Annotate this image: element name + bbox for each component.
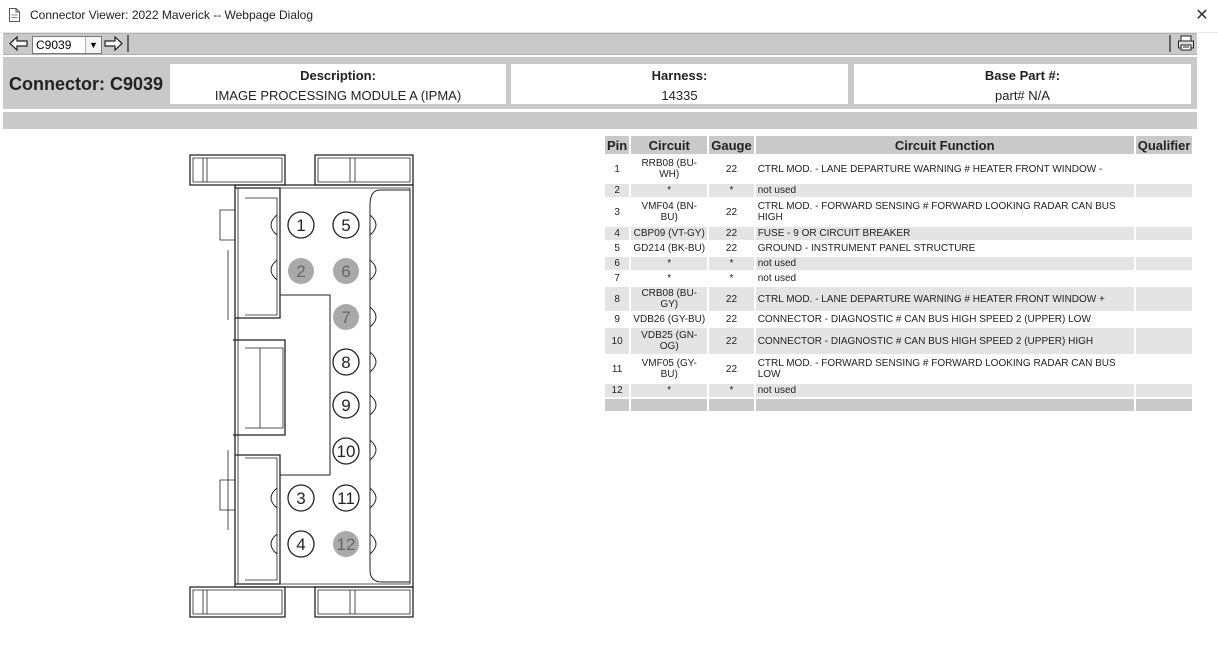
- pin-cell: 2: [605, 184, 629, 197]
- gauge-cell: *: [709, 384, 753, 397]
- pin-label: 6: [341, 262, 351, 281]
- qualifier-cell: [1136, 199, 1193, 225]
- pin-11: [333, 485, 359, 511]
- pin-label: 4: [296, 535, 306, 554]
- table-footer-row: [605, 399, 1192, 411]
- pin-7: [333, 304, 359, 330]
- pin-label: 8: [341, 353, 351, 372]
- circuit-cell: VDB25 (GN-OG): [631, 328, 707, 354]
- pin-2: [288, 258, 314, 284]
- function-cell: not used: [756, 184, 1134, 197]
- harness-value: 14335: [661, 88, 698, 103]
- qualifier-cell: [1136, 257, 1193, 270]
- qualifier-cell: [1136, 242, 1193, 255]
- close-icon[interactable]: ✕: [1195, 7, 1209, 24]
- chevron-down-icon[interactable]: ▼: [85, 37, 101, 53]
- description-label: Description:: [300, 68, 376, 83]
- gauge-cell: 22: [709, 287, 753, 311]
- back-arrow-icon[interactable]: [9, 35, 29, 52]
- qualifier-cell: [1136, 272, 1193, 285]
- window-titlebar: [0, 0, 1218, 33]
- table-row: [605, 242, 1192, 255]
- qualifier-cell: [1136, 313, 1193, 326]
- pin-cell: 4: [605, 227, 629, 240]
- function-cell: CTRL MOD. - LANE DEPARTURE WARNING # HEATER FRONT WINDOW -: [757, 163, 1103, 175]
- gauge-cell: 22: [725, 206, 738, 218]
- pin-8: [333, 349, 359, 375]
- circuit-cell: *: [631, 184, 707, 197]
- footer-cell: [605, 399, 629, 411]
- pin-label: 2: [296, 262, 306, 281]
- column-header-pin: Pin: [607, 137, 628, 153]
- pin-5: [333, 212, 359, 238]
- table-row: [605, 384, 1192, 397]
- circuit-cell: VMF05 (GY-BU): [641, 358, 697, 380]
- gauge-cell: 22: [725, 314, 738, 325]
- column-header-gauge: Gauge: [711, 137, 752, 153]
- connector-header: [3, 57, 1197, 109]
- qualifier-cell: [1136, 356, 1193, 382]
- footer-cell: [709, 399, 753, 411]
- table-row: [605, 356, 1192, 382]
- pin-cell: 1: [614, 163, 620, 175]
- pin-cell: 7: [614, 273, 620, 284]
- circuit-cell: *: [667, 273, 672, 284]
- pin-6: [333, 258, 359, 284]
- function-cell: CTRL MOD. - FORWARD SENSING # FORWARD LOOKING RADAR CAN BUS HIGH: [757, 201, 1116, 223]
- pin-9: [333, 392, 359, 418]
- pin-cell: 10: [605, 328, 629, 354]
- gauge-cell: 22: [709, 227, 753, 240]
- table-row: [605, 199, 1192, 225]
- gauge-cell: 22: [709, 328, 753, 354]
- pin-label: 7: [341, 308, 351, 327]
- base-part-value: part# N/A: [995, 88, 1050, 103]
- pin-label: 3: [296, 489, 306, 508]
- footer-cell: [756, 399, 1134, 411]
- pin-cell: 11: [611, 363, 623, 375]
- function-cell: CONNECTOR - DIAGNOSTIC # CAN BUS HIGH SPEED 2 (UPPER) HIGH: [756, 328, 1134, 354]
- gauge-cell: *: [729, 273, 734, 284]
- table-row: [605, 328, 1192, 354]
- pin-1: [288, 212, 314, 238]
- qualifier-cell: [1136, 328, 1193, 354]
- gauge-cell: 22: [725, 363, 738, 375]
- printer-icon[interactable]: [1177, 34, 1195, 52]
- gauge-cell: 22: [725, 163, 738, 175]
- pin-3: [288, 485, 314, 511]
- pin-table: [603, 134, 1194, 413]
- qualifier-cell: [1136, 156, 1193, 182]
- pin-label: 1: [296, 216, 306, 235]
- column-header-circuit-function: Circuit Function: [756, 136, 1134, 154]
- pin-cell: 5: [614, 243, 620, 254]
- description-value: IMAGE PROCESSING MODULE A (IPMA): [214, 88, 462, 103]
- base-part-box: [854, 64, 1191, 104]
- pin-12: [333, 531, 359, 557]
- table-row: [605, 257, 1192, 270]
- circuit-cell: RRB08 (BU-WH): [641, 158, 698, 180]
- pin-label: 11: [337, 489, 355, 508]
- pin-label: 10: [336, 442, 356, 461]
- function-cell: not used: [756, 257, 1134, 270]
- document-icon: [9, 8, 20, 22]
- toolbar-separator: [1169, 35, 1171, 52]
- pin-10: [333, 438, 359, 464]
- column-header-circuit: Circuit: [631, 136, 707, 154]
- table-row: [605, 227, 1192, 240]
- pin-label: 12: [336, 535, 356, 554]
- table-row: [605, 287, 1192, 311]
- function-cell: GROUND - INSTRUMENT PANEL STRUCTURE: [757, 243, 976, 254]
- pin-cell: 3: [614, 206, 620, 218]
- toolbar: [3, 33, 1197, 55]
- circuit-cell: *: [631, 384, 707, 397]
- column-header-qualifier: Qualifier: [1137, 137, 1191, 153]
- connector-select[interactable]: [32, 36, 102, 54]
- table-header-row: [605, 136, 1192, 154]
- harness-box: [511, 64, 848, 104]
- function-cell: not used: [756, 384, 1134, 397]
- function-cell: CONNECTOR - DIAGNOSTIC # CAN BUS HIGH SPEED 2 (UPPER) LOW: [757, 314, 1091, 325]
- function-cell: FUSE - 9 OR CIRCUIT BREAKER: [756, 227, 1134, 240]
- gauge-cell: *: [709, 257, 753, 270]
- connector-face-diagram: [185, 150, 420, 620]
- function-cell: not used: [757, 273, 797, 284]
- qualifier-cell: [1136, 227, 1193, 240]
- gauge-cell: 22: [725, 243, 738, 254]
- pin-label: 9: [341, 396, 351, 415]
- qualifier-cell: [1136, 184, 1193, 197]
- pin-cell: 12: [605, 384, 629, 397]
- pin-cell: 9: [614, 314, 620, 325]
- circuit-cell: CRB08 (BU-GY): [631, 287, 707, 311]
- pin-cell: 6: [605, 257, 629, 270]
- circuit-cell: *: [631, 257, 707, 270]
- connector-select-value: C9039: [36, 38, 72, 52]
- gauge-cell: *: [709, 184, 753, 197]
- circuit-cell: CBP09 (VT-GY): [631, 227, 707, 240]
- circuit-cell: GD214 (BK-BU): [633, 243, 706, 254]
- table-row: [605, 156, 1192, 182]
- circuit-cell: VDB26 (GY-BU): [633, 314, 706, 325]
- footer-cell: [631, 399, 707, 411]
- window-title: Connector Viewer: 2022 Maverick -- Webpage Dialog: [30, 8, 314, 22]
- section-divider-bar: [3, 112, 1197, 129]
- qualifier-cell: [1136, 287, 1193, 311]
- pin-4: [288, 531, 314, 557]
- table-row: [605, 184, 1192, 197]
- table-row: [605, 272, 1192, 285]
- description-box: [170, 64, 506, 104]
- base-part-label: Base Part #:: [984, 68, 1061, 83]
- pin-cell: 8: [605, 287, 629, 311]
- toolbar-separator: [127, 35, 129, 52]
- footer-cell: [1136, 399, 1193, 411]
- function-cell: CTRL MOD. - LANE DEPARTURE WARNING # HEATER FRONT WINDOW +: [756, 287, 1134, 311]
- circuit-cell: VMF04 (BN-BU): [641, 201, 698, 223]
- harness-label: Harness:: [651, 68, 708, 83]
- function-cell: CTRL MOD. - FORWARD SENSING # FORWARD LOOKING RADAR CAN BUS LOW: [757, 358, 1116, 380]
- table-row: [605, 313, 1192, 326]
- forward-arrow-icon[interactable]: [103, 35, 123, 52]
- pin-label: 5: [341, 216, 351, 235]
- qualifier-cell: [1136, 384, 1193, 397]
- connector-title: Connector: C9039: [9, 74, 164, 94]
